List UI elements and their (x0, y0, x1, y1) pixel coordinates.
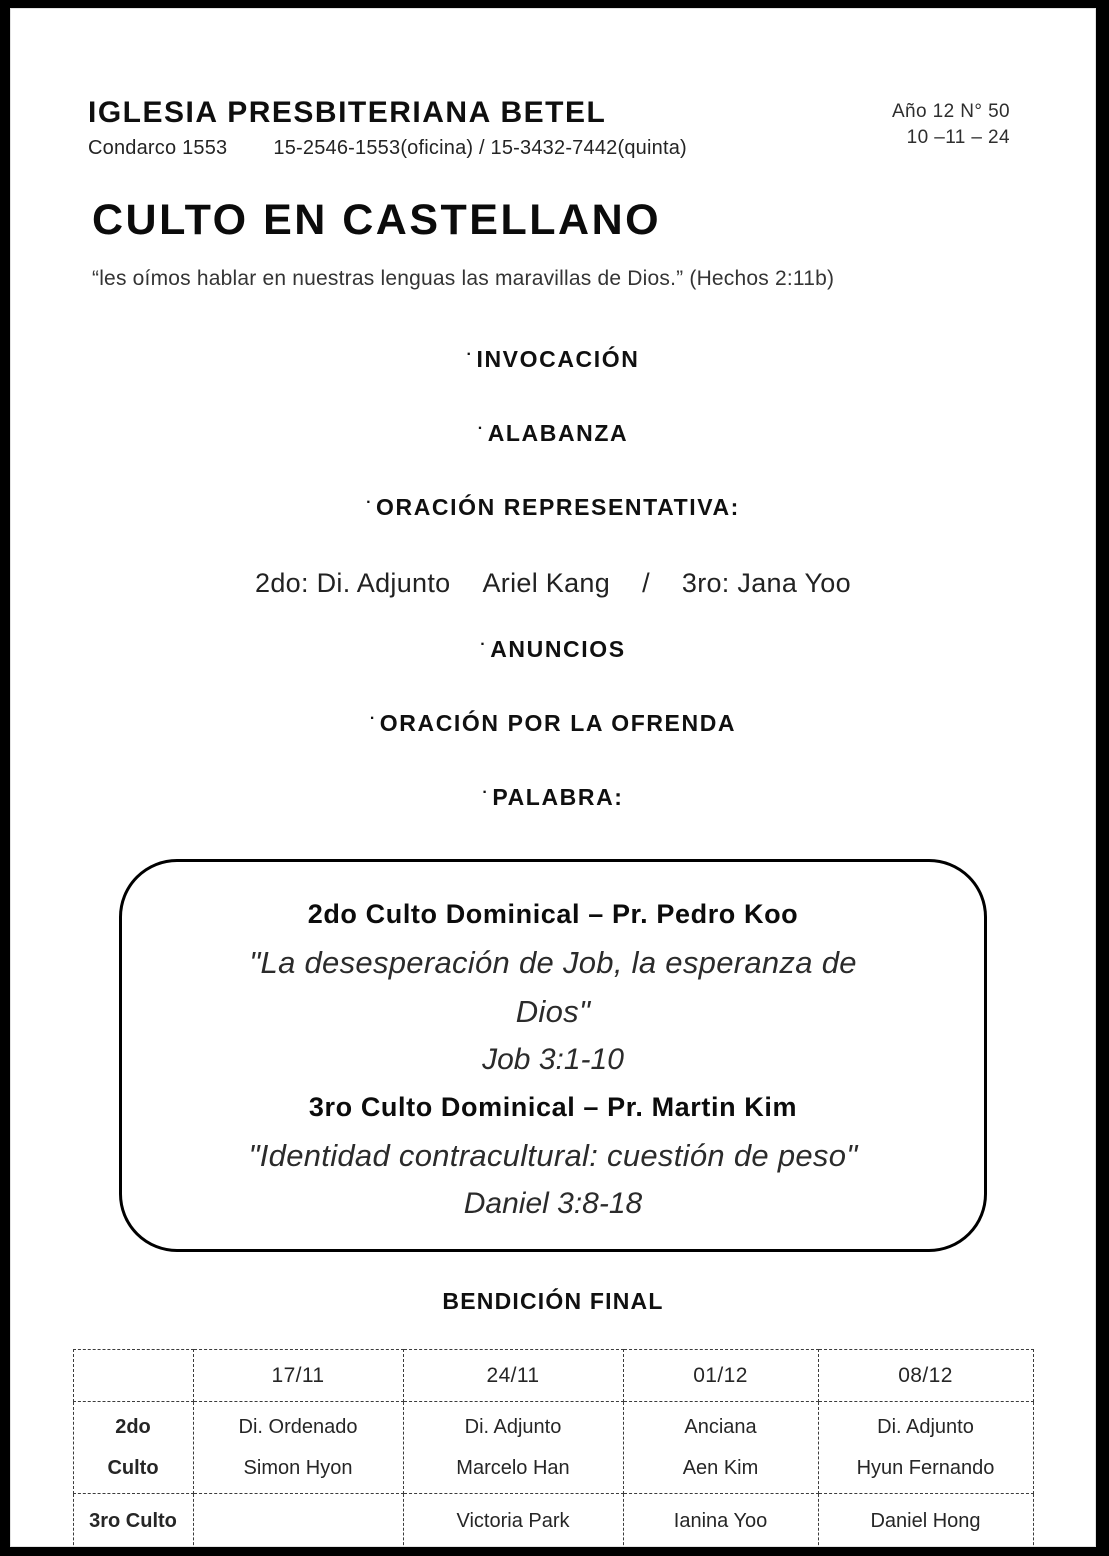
liturgy-item-palabra (10, 785, 1096, 813)
bullet-dot: · (477, 420, 485, 437)
issue-info (892, 96, 1010, 151)
names-separator: / (642, 568, 650, 598)
cell-person: Marcelo Han (456, 1456, 570, 1479)
cell-person: Simon Hyon (243, 1456, 353, 1479)
liturgy-label-alabanza: ALABANZA (487, 420, 629, 446)
sermon2-heading: 2do Culto Dominical – Pr. Pedro Koo (307, 899, 799, 929)
liturgy-label-invocacion: INVOCACIÓN (476, 346, 640, 372)
schedule-row-2do-culto (73, 1402, 1033, 1494)
cell-role: Di. Adjunto (464, 1415, 562, 1438)
liturgy-item-anuncios (10, 637, 1096, 665)
schedule-row-label-3ro: 3ro Culto (73, 1494, 193, 1550)
verse-quote: “les oímos hablar en nuestras lenguas las maravillas de Dios.” (Hechos 2:11b) (92, 267, 835, 290)
liturgy-label-oracion-representativa: ORACIÓN REPRESENTATIVA: (376, 494, 740, 520)
schedule-table (73, 1349, 1034, 1550)
schedule-corner-cell (73, 1350, 193, 1402)
sermon2-passage: Job 3:1-10 (482, 1043, 624, 1076)
church-phones: 15-2546-1553(oficina) / 15-3432-7442(quinta) (273, 137, 687, 159)
bullet-dot: · (466, 346, 474, 363)
sermon-box (119, 859, 987, 1252)
schedule-row-label-2do (73, 1402, 193, 1494)
row-label-line: Culto (107, 1456, 159, 1479)
schedule-cell-3ro-08-12: Daniel Hong (818, 1494, 1033, 1550)
sermon2-title-line1: "La desesperación de Job, la esperanza de (249, 945, 857, 980)
issue-number: Año 12 N° 50 (891, 101, 1010, 122)
cell-role: Anciana (684, 1415, 757, 1438)
schedule-date-24-11: 24/11 (403, 1350, 623, 1402)
schedule-date-08-12: 08/12 (818, 1350, 1033, 1402)
page-title: CULTO EN CASTELLANO (92, 196, 662, 244)
schedule-cell-2do-08-12 (818, 1402, 1033, 1494)
liturgy-list (10, 347, 1096, 813)
cell-role: Di. Ordenado (238, 1415, 358, 1438)
schedule-cell-2do-24-11 (403, 1402, 623, 1494)
bullet-dot: · (366, 494, 373, 511)
liturgy-item-oracion-representativa (10, 495, 1096, 523)
header (88, 96, 1010, 160)
sermon3-title: "Identidad contracultural: cuestión de peso" (248, 1138, 858, 1173)
cell-person: Hyun Fernando (856, 1456, 995, 1479)
oracion-name-2do: 2do: Di. Adjunto (255, 568, 451, 598)
bendicion-final: BENDICIÓN FINAL (442, 1288, 664, 1314)
schedule-row-3ro-culto (73, 1494, 1033, 1550)
schedule-header-row (73, 1350, 1033, 1402)
schedule-cell-3ro-24-11: Victoria Park (403, 1494, 623, 1550)
schedule-cell-3ro-01-12: Ianina Yoo (623, 1494, 818, 1550)
liturgy-label-ofrenda: ORACIÓN POR LA OFRENDA (379, 710, 737, 736)
oracion-name-ariel: Ariel Kang (482, 568, 611, 598)
sermon2-title-line2: Dios" (515, 994, 591, 1029)
bullet-dot: · (480, 636, 488, 653)
schedule-date-01-12: 01/12 (623, 1350, 818, 1402)
schedule-date-17-11: 17/11 (193, 1350, 403, 1402)
liturgy-label-palabra: PALABRA: (492, 784, 624, 810)
church-address: Condarco 1553 (88, 137, 228, 159)
header-left (88, 96, 687, 160)
oracion-names-line (10, 569, 1096, 597)
bullet-dot: · (482, 784, 490, 801)
bullet-dot: · (369, 710, 377, 727)
schedule-cell-2do-01-12 (623, 1402, 818, 1494)
schedule-cell-2do-17-11 (193, 1402, 403, 1494)
liturgy-item-invocacion (10, 347, 1096, 375)
schedule-cell-3ro-17-11 (193, 1494, 403, 1550)
contact-line (88, 137, 687, 160)
sermon3-heading: 3ro Culto Dominical – Pr. Martin Kim (308, 1092, 798, 1122)
church-name: IGLESIA PRESBITERIANA BETEL (88, 96, 607, 129)
liturgy-label-anuncios: ANUNCIOS (490, 636, 626, 662)
sermon3-passage: Daniel 3:8-18 (463, 1187, 643, 1220)
cell-person: Aen Kim (682, 1456, 759, 1479)
row-label-line: 2do (115, 1415, 151, 1438)
liturgy-item-ofrenda (10, 711, 1096, 739)
cell-role: Di. Adjunto (877, 1415, 974, 1438)
liturgy-item-alabanza (10, 421, 1096, 449)
oracion-name-3ro: 3ro: Jana Yoo (681, 568, 851, 598)
issue-date: 10 –11 – 24 (906, 127, 1010, 148)
